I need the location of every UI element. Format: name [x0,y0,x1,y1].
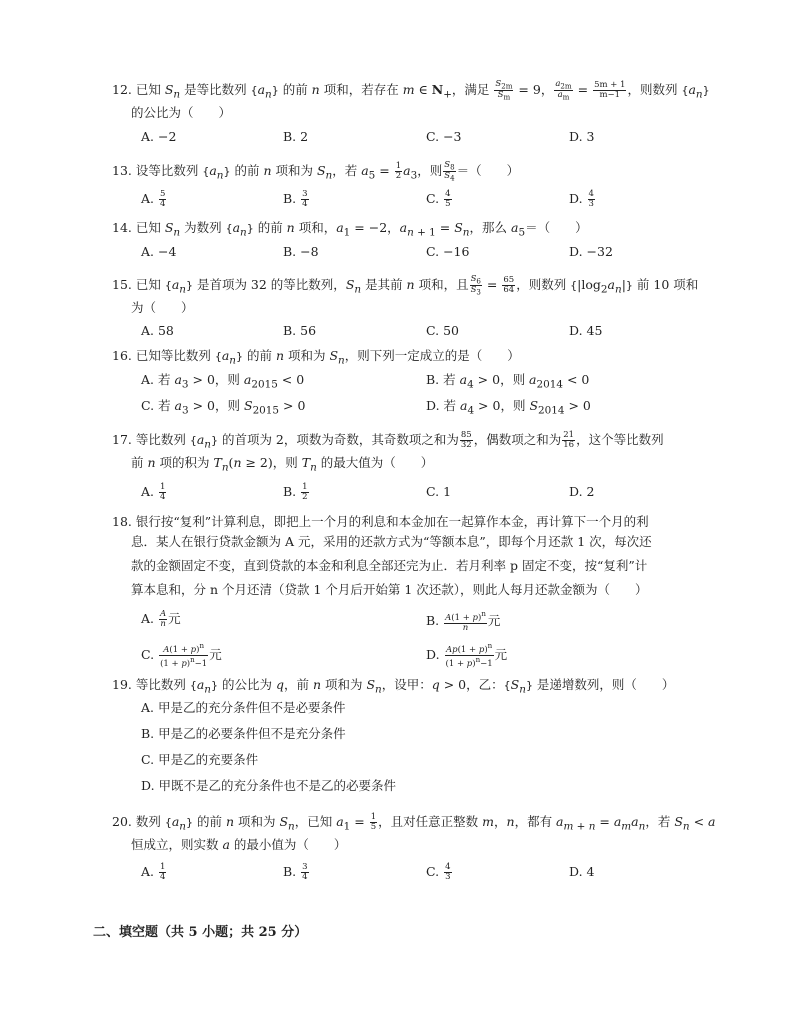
question-20-line-2: 恒成立，则实数 a 的最小值为（ ） [131,837,347,852]
question-20-line-1: 20. 数列 $\{a_n\}$ 的前 n 项和为 $S_n$，已知 $a_1$ = $\frac{1}{5}$ ，且对任意正整数 m，n，都有 $a_{m + n} = a_ma_n$，若 $S_n < a$ [112,812,716,833]
q20-option-c: C. $\frac{4}{3}$ [426,862,451,882]
q20-option-b: B. $\frac{3}{4}$ [283,862,308,882]
q18-option-b: B. $\frac{A(1 + p)^n}{n}$ 元 [426,609,501,633]
q15-option-d: D. 45 [569,323,603,338]
q19-option-d: D. 甲既不是乙的充分条件也不是乙的必要条件 [141,778,397,793]
question-17-line-2: 前 n 项的积为 $T_n(n \ge 2)$，则 $T_n$ 的最大值为（ ） [131,455,434,474]
q13-option-a: A. $\frac{5}{4}$ [141,189,166,209]
q18-option-a: A. $\frac{A}{n}$ 元 [141,609,181,629]
question-13: 13. 设等比数列 $\{a_n\}$ 的前 n 项和为 $S_n$，若 $a_5$ = $\frac{1}{2}$ $a_3$，则 $\frac{S_8}{S_4}$ ＝（ ） [112,160,520,183]
q12-option-b: B. 2 [283,129,309,144]
q17-option-b: B. $\frac{1}{2}$ [283,482,308,502]
q14-option-a: A. −4 [141,244,177,259]
q20-option-a: A. $\frac{1}{4}$ [141,862,166,882]
q13-option-b: B. $\frac{3}{4}$ [283,189,308,209]
question-17-line-1: 17. 等比数列 $\{a_n\}$ 的首项为 2，项数为奇数，其奇数项之和为 $\frac{85}{32}$ ，偶数项之和为 $\frac{21}{16}$ ，这个等比数列 [112,430,664,451]
question-18-line-1: 18. 银行按“复利”计算利息，即把上一个月的利息和本金加在一起算作本金，再计算下一个月的利 [112,514,649,529]
q20-option-d: D. 4 [569,864,595,879]
question-12-line-2: 的公比为（ ） [131,105,232,120]
q19-option-a: A. 甲是乙的充分条件但不是必要条件 [141,700,346,715]
q15-option-c: C. 50 [426,323,459,338]
section-heading-fill-in-blank: 二、填空题（共 5 小题；共 25 分） [93,925,308,940]
q14-option-b: B. −8 [283,244,319,259]
q15-option-b: B. 56 [283,323,317,338]
q19-option-b: B. 甲是乙的必要条件但不是充分条件 [141,726,346,741]
q17-option-c: C. 1 [426,484,452,499]
question-18-line-4: 算本息和，分 n 个月还清（贷款 1 个月后开始第 1 次还款），则此人每月还款金额为（ ） [131,582,648,597]
q13-option-c: C. $\frac{4}{5}$ [426,189,451,209]
question-19: 19. 等比数列 $\{a_n\}$ 的公比为 q，前 n 项和为 $S_n$，设甲：q > 0，乙：$\{S_n\}$ 是递增数列，则（ ） [112,677,675,696]
question-16: 16. 已知等比数列 $\{a_n\}$ 的前 n 项和为 $S_n$，则下列一定成立的是（ ） [112,348,520,367]
q12-option-c: C. −3 [426,129,462,144]
question-18-line-3: 款的金额固定不变，直到贷款的本金和利息全部还完为止．若月利率 p 固定不变，按“复利”计 [131,558,648,573]
question-15-line-2: 为（ ） [131,300,194,315]
q14-option-c: C. −16 [426,244,470,259]
q16-option-b: B. 若 $a_4 > 0$，则 $a_{2014} < 0$ [426,372,590,391]
q12-option-a: A. −2 [141,129,177,144]
q18-option-d: D. $\frac{Ap(1 + p)^n}{(1 + p)^n-1}$ 元 [426,641,508,669]
question-15-line-1: 15. 已知 $\{a_n\}$ 是首项为 32 的等比数列，$S_n$ 是其前 n 项和，且 $\frac{S_6}{S_3}$ = $\frac{65}{64}$ ，则数列 $\{|\log_2a_n|\}$ 前 10 项和 [112,274,699,297]
question-18-line-2: 息．某人在银行贷款金额为 A 元，采用的还款方式为“等额本息”，即每个月还款 1 次，每次还 [131,534,652,549]
q12-option-d: D. 3 [569,129,595,144]
q17-option-d: D. 2 [569,484,595,499]
q17-option-a: A. $\frac{1}{4}$ [141,482,166,502]
q13-option-d: D. $\frac{4}{3}$ [569,189,594,209]
q16-option-d: D. 若 $a_4 > 0$，则 $S_{2014} > 0$ [426,398,591,417]
q16-option-a: A. 若 $a_3 > 0$，则 $a_{2015} < 0$ [141,372,305,391]
question-14: 14. 已知 $S_n$ 为数列 $\{a_n\}$ 的前 n 项和，$a_1 = -2$，$a_{n + 1} = S_n$，那么 $a_5=$（ ） [112,220,588,239]
q16-option-c: C. 若 $a_3 > 0$，则 $S_{2015} > 0$ [141,398,306,417]
q14-option-d: D. −32 [569,244,613,259]
q15-option-a: A. 58 [141,323,174,338]
q19-option-c: C. 甲是乙的充要条件 [141,752,259,767]
q18-option-c: C. $\frac{A(1 + p)^n}{(1 + p)^n-1}$ 元 [141,641,222,669]
question-12-line-1: 12. 已知 $S_n$ 是等比数列 $\{a_n\}$ 的前 n 项和，若存在 m ∈ $N_+$，满足 $\frac{S_{2m}}{S_m}$ = 9， $\frac{a_{2m}}{a_m}$ = $\frac{5m + 1}{m-1}$ ，则数列 $\{a_n\}$ [112,79,710,102]
